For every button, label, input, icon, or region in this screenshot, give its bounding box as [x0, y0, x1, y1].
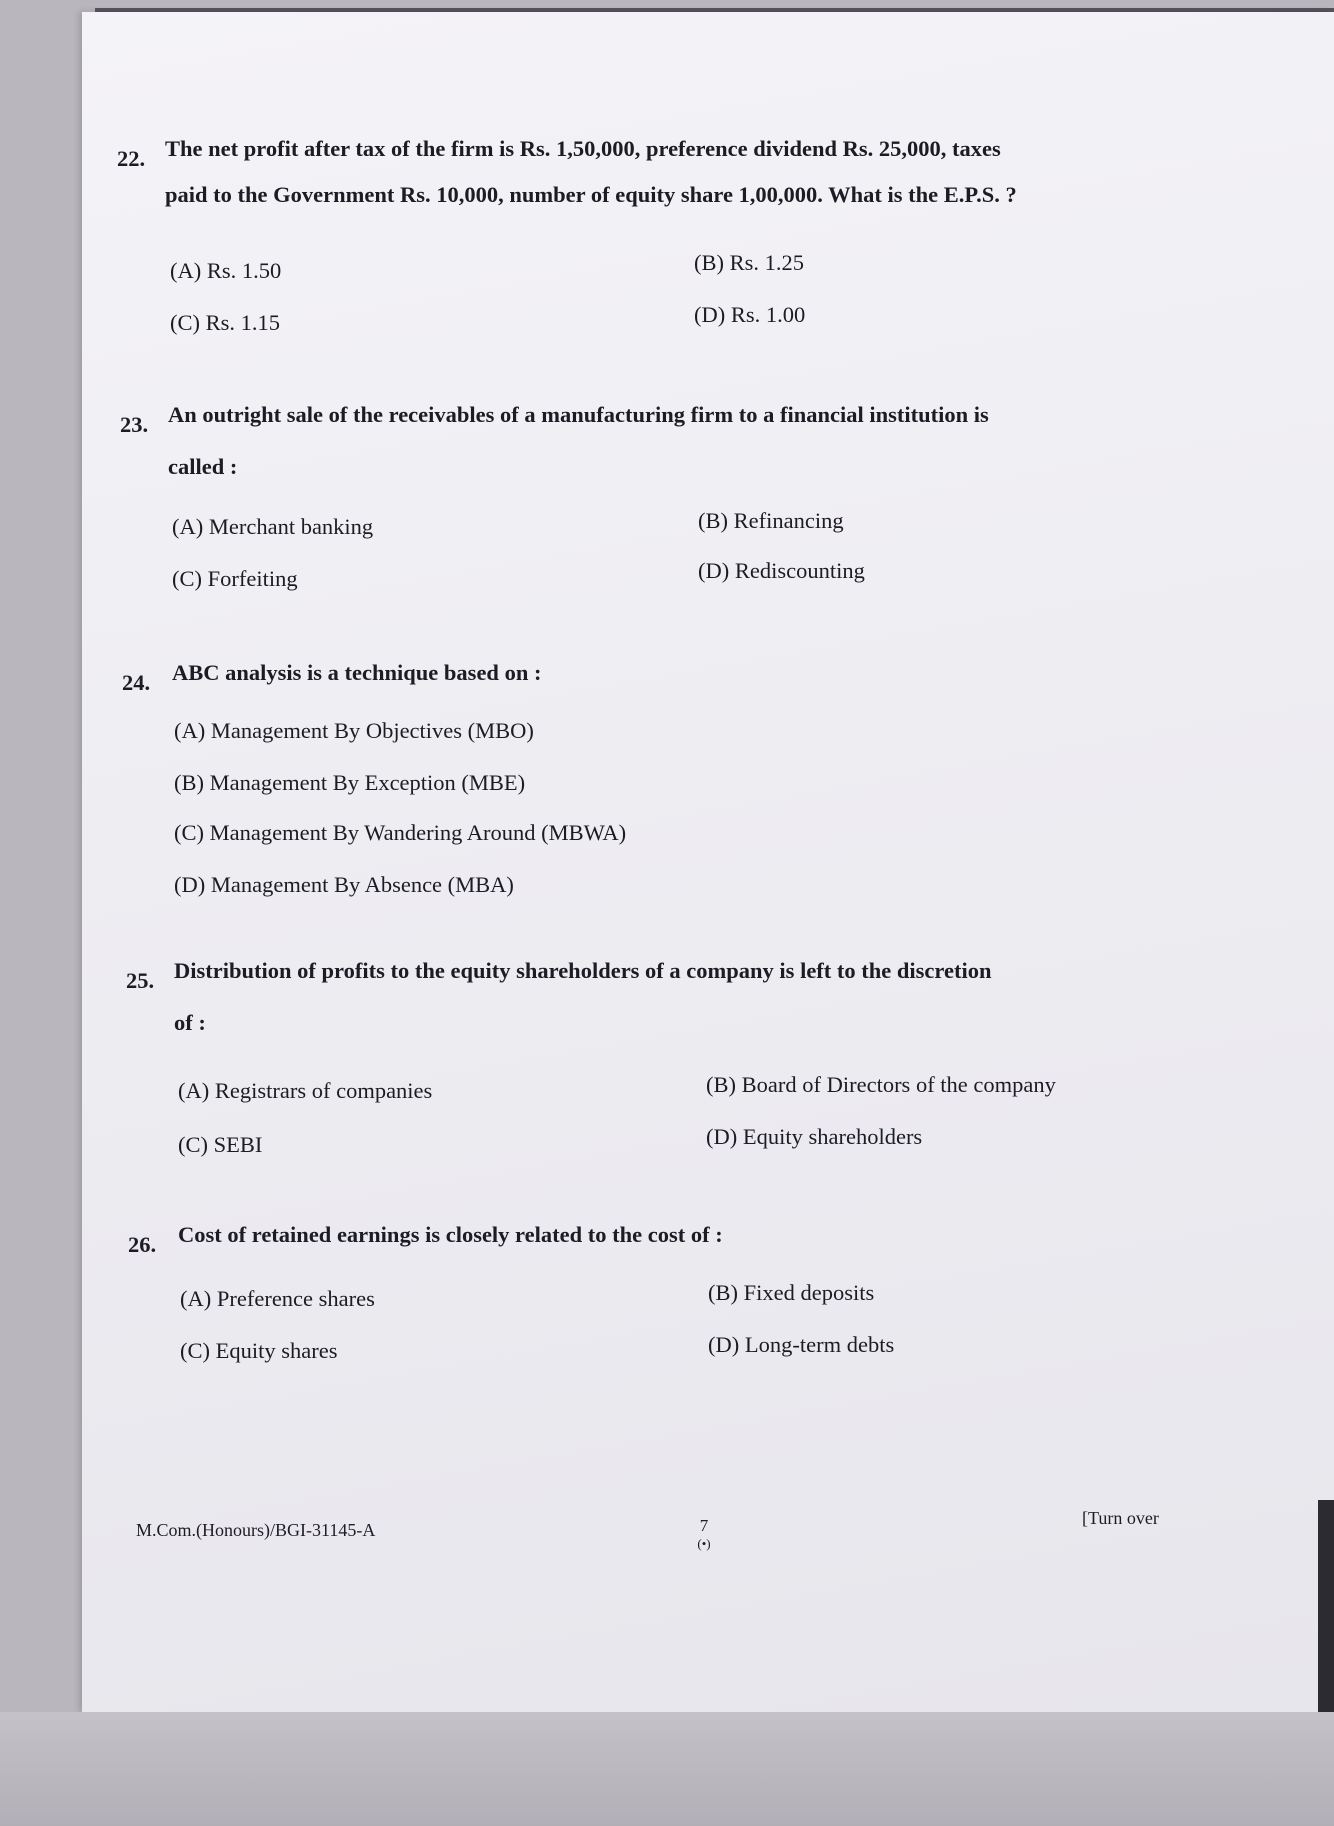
page-mark: (•) [697, 1536, 711, 1551]
exam-page [82, 12, 1334, 1712]
option-d: (D) Long-term debts [708, 1332, 895, 1357]
question-text-line: Cost of retained earnings is closely related to the cost of : [178, 1222, 723, 1247]
option-c: (C) SEBI [178, 1132, 263, 1157]
page-number: 7 [699, 1516, 709, 1535]
option-b: (B) Management By Exception (MBE) [174, 770, 526, 795]
question-text-line: called : [168, 454, 238, 479]
option-a: (A) Registrars of companies [178, 1078, 433, 1103]
question-number: 22. [117, 146, 146, 171]
option-b: (B) Rs. 1.25 [694, 250, 805, 275]
option-d: (D) Equity shareholders [706, 1124, 923, 1149]
option-b: (B) Fixed deposits [708, 1280, 875, 1305]
option-d: (D) Rs. 1.00 [694, 302, 806, 327]
option-d: (D) Management By Absence (MBA) [174, 872, 514, 897]
question-text-line: The net profit after tax of the firm is Rs. 1,50,000, preference dividend Rs. 25,000, taxes [165, 136, 1001, 161]
paper-code: M.Com.(Honours)/BGI-31145-A [136, 1520, 376, 1540]
option-c: (C) Rs. 1.15 [170, 310, 281, 335]
turn-over-note: [Turn over [1082, 1508, 1159, 1528]
option-b: (B) Board of Directors of the company [706, 1072, 1056, 1097]
question-text-line: ABC analysis is a technique based on : [172, 660, 542, 685]
option-c: (C) Equity shares [180, 1338, 338, 1363]
option-a: (A) Preference shares [180, 1286, 375, 1311]
option-a: (A) Merchant banking [172, 514, 374, 539]
question-text-line: Distribution of profits to the equity shareholders of a company is left to the discretion [174, 958, 992, 983]
question-number: 24. [122, 670, 151, 695]
question-text-line: of : [174, 1010, 206, 1035]
option-a: (A) Management By Objectives (MBO) [174, 718, 534, 743]
question-number: 26. [128, 1232, 157, 1257]
option-c: (C) Forfeiting [172, 566, 298, 591]
question-number: 23. [120, 412, 149, 437]
option-c: (C) Management By Wandering Around (MBWA) [174, 820, 627, 845]
question-number: 25. [126, 968, 155, 993]
option-a: (A) Rs. 1.50 [170, 258, 282, 283]
scan-bottom-margin [0, 1712, 1334, 1826]
question-text-line: paid to the Government Rs. 10,000, number of equity share 1,00,000. What is the E.P.S. ? [165, 182, 1017, 207]
option-b: (B) Refinancing [698, 508, 844, 533]
question-text-line: An outright sale of the receivables of a manufacturing firm to a financial institution is [168, 402, 989, 427]
option-d: (D) Rediscounting [698, 558, 865, 583]
